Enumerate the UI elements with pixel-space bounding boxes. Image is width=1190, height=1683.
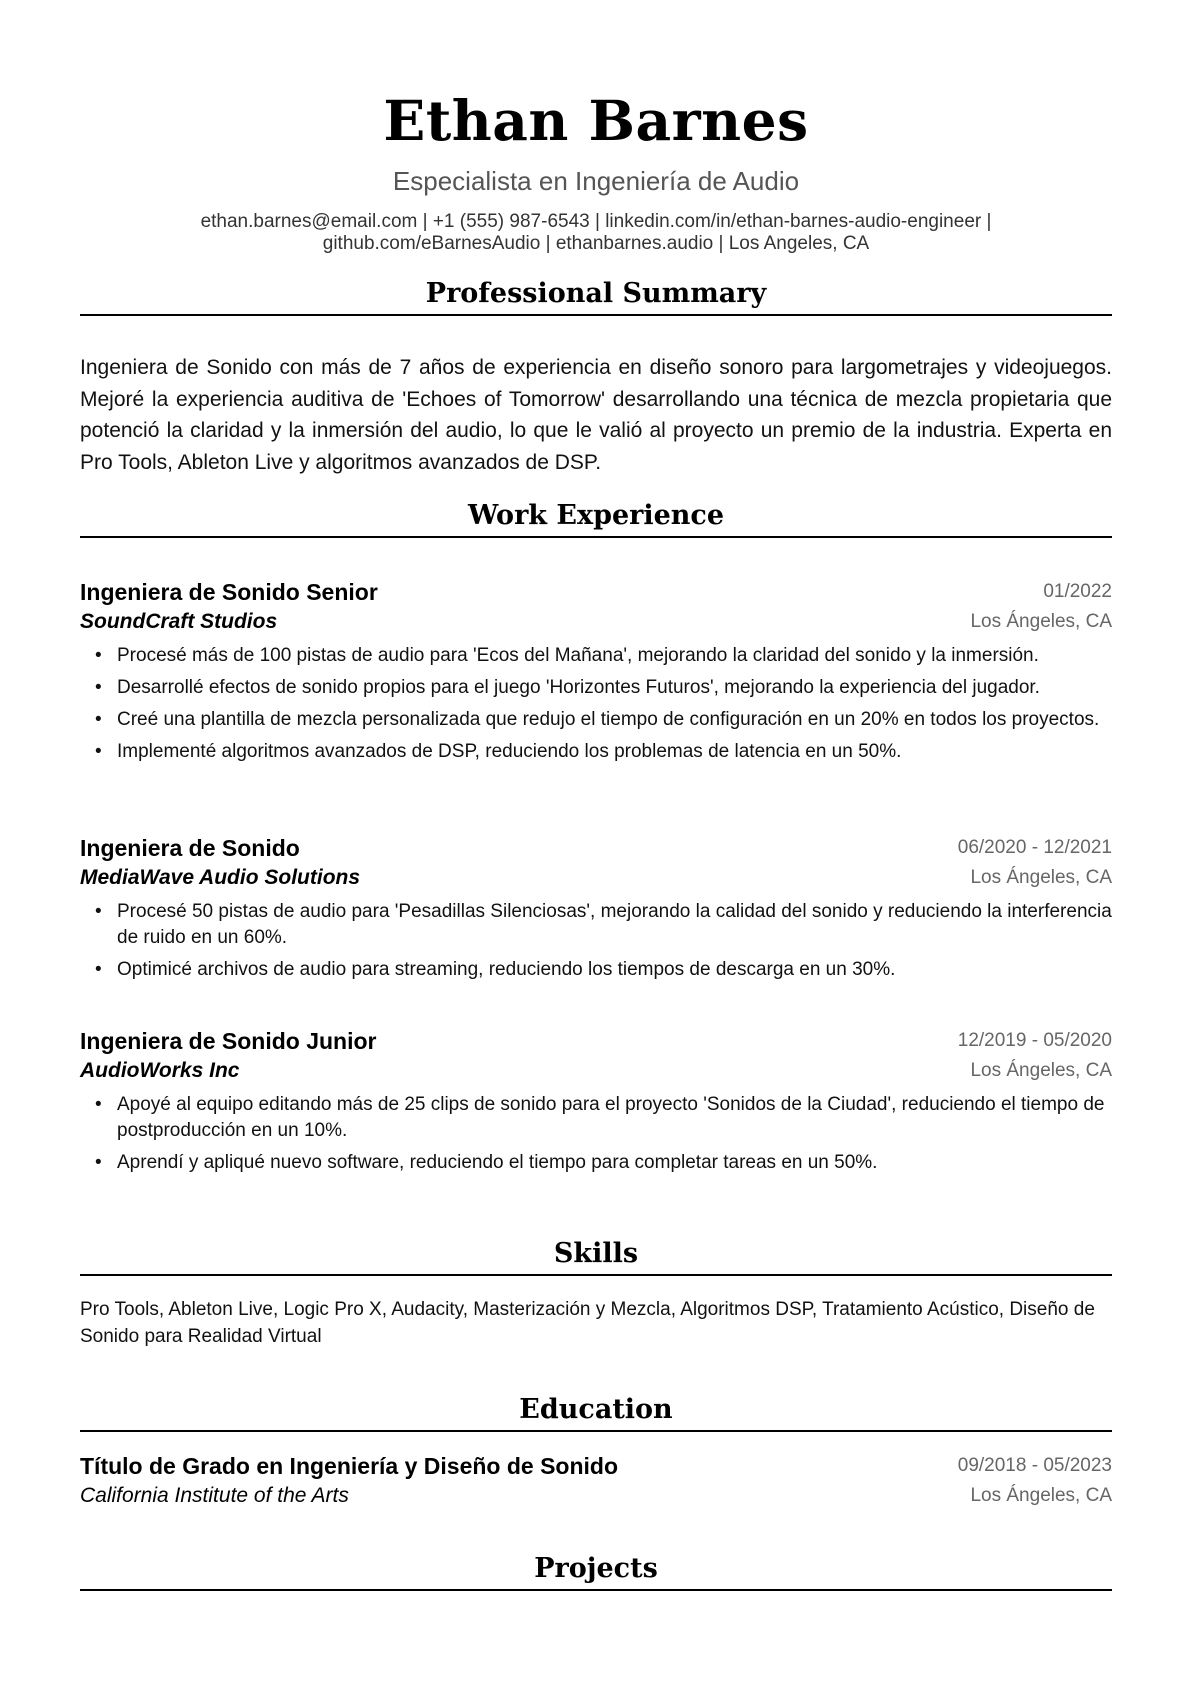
job-entry xyxy=(80,577,1112,771)
summary-text: Ingeniera de Sonido con más de 7 años de experiencia en diseño sonoro para largometrajes y videojuegos. Mejoré la experiencia auditiva de 'Echoes of Tomorrow' desarrollando una técnica de mezcla propietaria que potenció la claridad y la inmersión del audio, lo que le valió al proyecto un premio de la industria. Experta en Pro Tools, Ableton Live y algoritmos avanzados de DSP. xyxy=(80,356,1112,474)
job-header-row xyxy=(80,833,1112,863)
education-entry xyxy=(80,1451,1112,1511)
education-date: 09/2018 - 05/2023 xyxy=(957,1455,1112,1476)
bullet-icon: • xyxy=(95,645,102,666)
job-date: 12/2019 - 05/2020 xyxy=(957,1030,1112,1051)
bullet-icon: • xyxy=(95,901,102,922)
job-location: Los Ángeles, CA xyxy=(970,1060,1112,1081)
projects-heading: Projects xyxy=(534,1553,658,1584)
list-item: • Desarrollé efectos de sonido propios para el juego 'Horizontes Futuros', mejorando la experiencia del jugador. xyxy=(80,675,1112,701)
job-bullets xyxy=(80,1092,1112,1176)
skills-heading: Skills xyxy=(553,1238,639,1269)
bullet-icon: • xyxy=(95,1094,102,1115)
contact-line-2: github.com/eBarnesAudio | ethanbarnes.audio | Los Angeles, CA xyxy=(322,233,870,254)
job-company-row xyxy=(80,607,1112,637)
bullet-icon: • xyxy=(95,709,102,730)
bullet-icon: • xyxy=(95,1152,102,1173)
education-location: Los Ángeles, CA xyxy=(970,1485,1112,1506)
education-divider xyxy=(80,1430,1112,1432)
projects-divider xyxy=(80,1589,1112,1591)
skills-text: Pro Tools, Ableton Live, Logic Pro X, Audacity, Masterización y Mezcla, Algoritmos DSP, Tratamiento Acústico, Diseño de Sonido para Realidad Virtual xyxy=(80,1299,1095,1347)
list-item: • Implementé algoritmos avanzados de DSP, reduciendo los problemas de latencia en un 50%. xyxy=(80,739,1112,765)
education-school: California Institute of the Arts xyxy=(80,1484,349,1507)
bullet-icon: • xyxy=(95,677,102,698)
education-header-row xyxy=(80,1451,1112,1481)
bullet-icon: • xyxy=(95,741,102,762)
job-entry xyxy=(80,1026,1112,1182)
list-item: • Procesé más de 100 pistas de audio para 'Ecos del Mañana', mejorando la claridad del sonido y la inmersión. xyxy=(80,643,1112,669)
education-school-row xyxy=(80,1481,1112,1511)
job-company-row xyxy=(80,863,1112,893)
list-item: • Creé una plantilla de mezcla personalizada que redujo el tiempo de configuración en un 20% en todos los proyectos. xyxy=(80,707,1112,733)
job-bullets xyxy=(80,899,1112,983)
job-header-row xyxy=(80,1026,1112,1056)
job-role: Ingeniera de Sonido xyxy=(80,835,300,861)
job-role: Ingeniera de Sonido Junior xyxy=(80,1028,377,1054)
job-entry xyxy=(80,833,1112,989)
list-item: • Procesé 50 pistas de audio para 'Pesadillas Silenciosas', mejorando la calidad del sonido y reduciendo la interferencia de ruido en un 60%. xyxy=(95,901,1112,948)
list-item: • Optimicé archivos de audio para streaming, reduciendo los tiempos de descarga en un 30%. xyxy=(80,957,1112,983)
candidate-title: Especialista en Ingeniería de Audio xyxy=(392,166,800,196)
job-date: 01/2022 xyxy=(1043,581,1112,602)
job-company: MediaWave Audio Solutions xyxy=(80,866,361,889)
experience-heading: Work Experience xyxy=(467,500,725,531)
summary-divider xyxy=(80,314,1112,316)
job-company: AudioWorks Inc xyxy=(80,1059,240,1082)
job-bullets xyxy=(80,643,1112,765)
job-company-row xyxy=(80,1056,1112,1086)
contact-line-1: ethan.barnes@email.com | +1 (555) 987-6543 | linkedin.com/in/ethan-barnes-audio-engineer | xyxy=(200,211,992,232)
summary-heading: Professional Summary xyxy=(425,278,767,309)
job-location: Los Ángeles, CA xyxy=(970,867,1112,888)
education-heading: Education xyxy=(519,1394,673,1425)
list-item: • Apoyé al equipo editando más de 25 clips de sonido para el proyecto 'Sonidos de la Ciudad', reduciendo el tiempo de postproducción en un 10%. xyxy=(95,1094,1105,1141)
education-degree: Título de Grado en Ingeniería y Diseño de Sonido xyxy=(80,1453,619,1479)
job-header-row xyxy=(80,577,1112,607)
job-role: Ingeniera de Sonido Senior xyxy=(80,579,378,605)
job-company: SoundCraft Studios xyxy=(80,610,278,633)
job-date: 06/2020 - 12/2021 xyxy=(957,837,1112,858)
skills-divider xyxy=(80,1274,1112,1276)
list-item: • Aprendí y apliqué nuevo software, reduciendo el tiempo para completar tareas en un 50%. xyxy=(80,1150,1112,1176)
experience-divider xyxy=(80,536,1112,538)
candidate-name: Ethan Barnes xyxy=(383,88,809,153)
job-location: Los Ángeles, CA xyxy=(970,611,1112,632)
contact-info xyxy=(80,211,1112,255)
bullet-icon: • xyxy=(95,959,102,980)
